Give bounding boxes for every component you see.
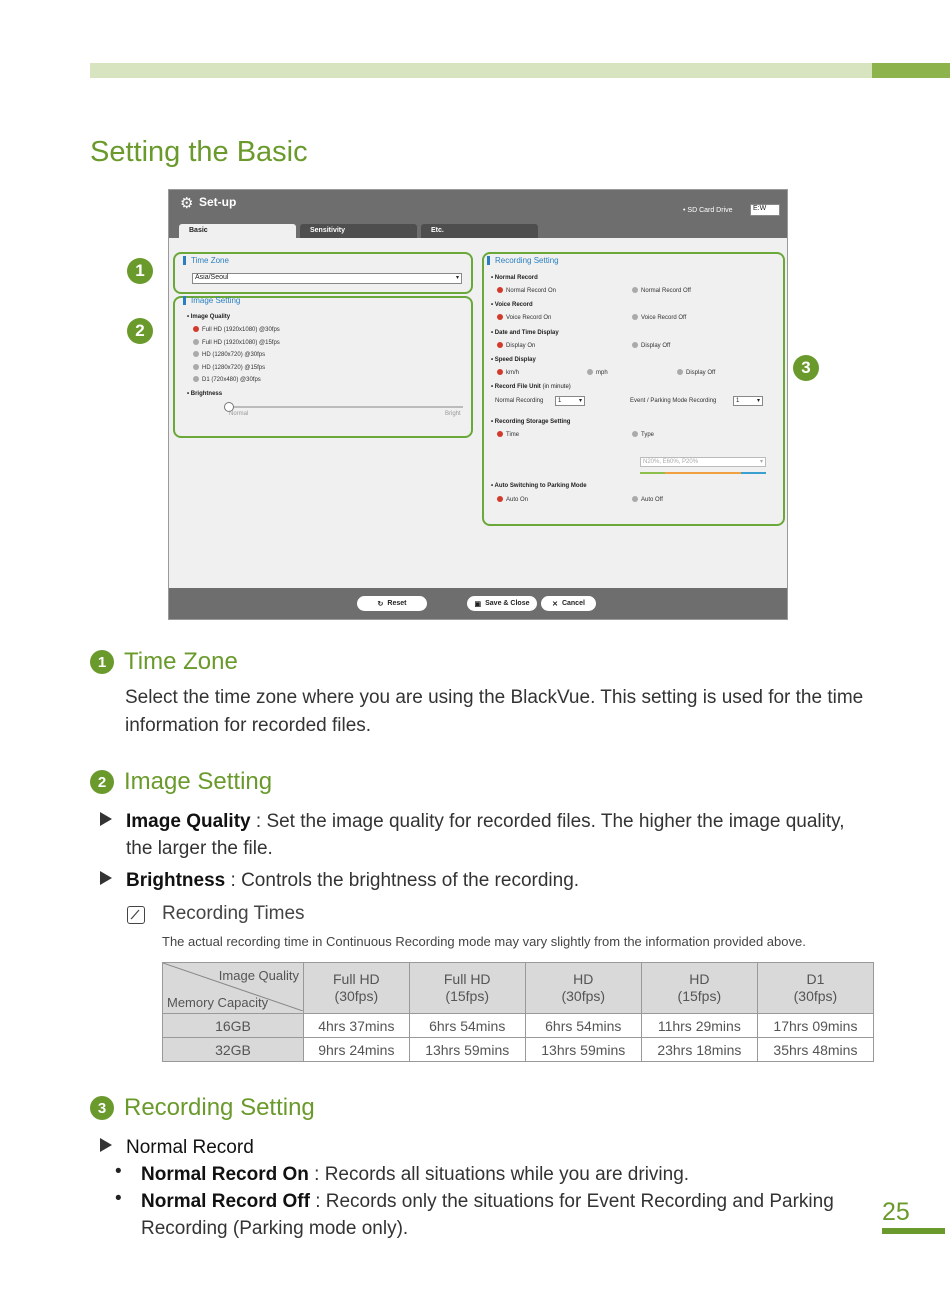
chevron-down-icon: ▾ [578, 398, 582, 404]
bullet-dot-icon: • [115, 1188, 122, 1209]
bullet-dot-icon: • [115, 1161, 122, 1182]
note-title: Recording Times [162, 903, 305, 924]
tab-basic[interactable]: Basic [179, 224, 296, 238]
auto-switch-label: • Auto Switching to Parking Mode [491, 483, 587, 489]
table-cell: 11hrs 29mins [641, 1014, 757, 1038]
auto-off-radio[interactable]: Auto Off [632, 496, 663, 503]
radio-icon [677, 369, 683, 375]
table-cell: 13hrs 59mins [525, 1038, 641, 1062]
note-icon [127, 906, 145, 924]
speed-display-label: • Speed Display [491, 357, 536, 363]
callout-3: 3 [793, 355, 819, 381]
display-off-radio[interactable]: Display Off [632, 342, 670, 349]
normal-record-on-item: Normal Record On : Records all situations while you are driving. [141, 1164, 690, 1185]
window-header [169, 190, 787, 238]
time-zone-label: Time Zone [183, 256, 229, 265]
normal-record-off-radio[interactable]: Normal Record Off [632, 287, 691, 294]
sd-card-select[interactable]: E:W [750, 204, 780, 216]
radio-icon [193, 339, 199, 345]
radio-icon [193, 351, 199, 357]
callout-2: 2 [127, 318, 153, 344]
table-header: Full HD (30fps) [304, 963, 410, 1014]
note-text: The actual recording time in Continuous Recording mode may vary slightly from the information provided above. [162, 934, 806, 949]
table-header: HD (15fps) [641, 963, 757, 1014]
date-time-label: • Date and Time Display [491, 330, 559, 336]
table-cell: 23hrs 18mins [641, 1038, 757, 1062]
table-header: D1 (30fps) [757, 963, 873, 1014]
table-row [163, 1038, 874, 1062]
table-header: HD (30fps) [525, 963, 641, 1014]
chevron-down-icon: ▾ [756, 398, 760, 404]
section-image-setting-heading: 2 Image Setting [90, 768, 272, 796]
cancel-button[interactable]: ✕ Cancel [541, 596, 596, 611]
quality-option-3[interactable]: HD (1280x720) @30fps [193, 351, 265, 358]
brightness-item: Brightness : Controls the brightness of the recording. [100, 867, 870, 894]
window-title: Set-up [199, 195, 237, 209]
radio-selected-icon [497, 314, 503, 320]
normal-record-label: • Normal Record [491, 275, 538, 281]
setup-window-screenshot [168, 189, 788, 620]
radio-selected-icon [497, 369, 503, 375]
radio-icon [632, 431, 638, 437]
voice-record-on-radio[interactable]: Voice Record On [497, 314, 551, 321]
page-number-underline [882, 1228, 945, 1234]
table-cell: 35hrs 48mins [757, 1038, 873, 1062]
radio-icon [587, 369, 593, 375]
chevron-down-icon: ▾ [455, 275, 459, 281]
brightness-min-label: Normal [229, 411, 249, 417]
callout-1: 1 [127, 258, 153, 284]
normal-record-on-radio[interactable]: Normal Record On [497, 287, 556, 294]
table-cell: 9hrs 24mins [304, 1038, 410, 1062]
capacity-cell: 16GB [163, 1014, 304, 1038]
storage-label: • Recording Storage Setting [491, 419, 571, 425]
radio-icon [632, 342, 638, 348]
table-cell: 6hrs 54mins [409, 1014, 525, 1038]
radio-icon [193, 364, 199, 370]
time-radio[interactable]: Time [497, 431, 519, 438]
type-ratio-select[interactable]: N20%, E60%, P20% ▾ [640, 457, 766, 467]
corner-top-label: Image Quality [218, 968, 299, 983]
triangle-bullet-icon [100, 1138, 112, 1152]
section-recording-setting-heading: 3 Recording Setting [90, 1094, 315, 1122]
type-radio[interactable]: Type [632, 431, 654, 438]
quality-option-4[interactable]: HD (1280x720) @15fps [193, 364, 265, 371]
capacity-cell: 32GB [163, 1038, 304, 1062]
radio-selected-icon [497, 287, 503, 293]
voice-record-off-radio[interactable]: Voice Record Off [632, 314, 686, 321]
radio-selected-icon [193, 326, 199, 332]
table-cell: 4hrs 37mins [304, 1014, 410, 1038]
tab-etc[interactable]: Etc. [421, 224, 538, 238]
tab-sensitivity[interactable]: Sensitivity [300, 224, 417, 238]
auto-on-radio[interactable]: Auto On [497, 496, 528, 503]
normal-record-off-item: Normal Record Off : Records only the situations for Event Recording and Parking Recording (Parking mode only). [141, 1191, 834, 1239]
section-number: 1 [90, 650, 114, 674]
table-cell: 17hrs 09mins [757, 1014, 873, 1038]
radio-selected-icon [497, 342, 503, 348]
normal-record-item: Normal Record [100, 1134, 870, 1161]
section-number: 3 [90, 1096, 114, 1120]
radio-icon [632, 287, 638, 293]
sd-card-label: • SD Card Drive [683, 207, 733, 214]
table-row [163, 1014, 874, 1038]
kmh-radio[interactable]: km/h [497, 369, 519, 376]
time-zone-description: Select the time zone where you are using the BlackVue. This setting is used for the time information for recorded files. [125, 687, 864, 736]
quality-option-5[interactable]: D1 (720x480) @30fps [193, 376, 261, 383]
normal-recording-select[interactable]: 1 ▾ [555, 396, 585, 406]
voice-record-label: • Voice Record [491, 302, 533, 308]
table-header-row [163, 963, 874, 1014]
close-icon: ✕ [552, 600, 558, 608]
image-setting-label: Image Setting [183, 296, 240, 305]
radio-icon [193, 376, 199, 382]
corner-bottom-label: Memory Capacity [167, 995, 269, 1010]
radio-icon [632, 314, 638, 320]
table-cell: 13hrs 59mins [409, 1038, 525, 1062]
brightness-slider-track[interactable] [227, 406, 463, 408]
image-quality-item: Image Quality : Set the image quality for recorded files. The higher the image quality, the larger the file. [100, 808, 870, 862]
chevron-down-icon: ▾ [759, 459, 763, 465]
recording-setting-label: Recording Setting [487, 256, 559, 265]
refresh-icon: ↻ [377, 600, 384, 608]
radio-selected-icon [497, 431, 503, 437]
window-footer [169, 588, 787, 619]
mph-radio[interactable]: mph [587, 369, 608, 376]
time-zone-value: Asia/Seoul [195, 274, 229, 281]
quality-option-2[interactable]: Full HD (1920x1080) @15fps [193, 339, 280, 346]
save-icon: ▣ [474, 600, 482, 608]
brightness-max-label: Bright [445, 411, 461, 417]
top-decor-accent [872, 63, 950, 78]
save-close-button[interactable]: ▣ Save & Close [467, 596, 537, 611]
triangle-bullet-icon [100, 871, 112, 885]
section-number: 2 [90, 770, 114, 794]
recording-times-table [162, 962, 874, 1062]
table-corner-cell [163, 963, 304, 1014]
display-on-radio[interactable]: Display On [497, 342, 535, 349]
radio-selected-icon [497, 496, 503, 502]
time-zone-select[interactable] [192, 273, 462, 284]
table-cell: 6hrs 54mins [525, 1014, 641, 1038]
page-number: 25 [882, 1198, 910, 1226]
page-title: Setting the Basic [90, 136, 308, 168]
radio-icon [632, 496, 638, 502]
normal-recording-label: Normal Recording [495, 398, 544, 404]
event-parking-select[interactable]: 1 ▾ [733, 396, 763, 406]
image-quality-label: • Image Quality [187, 314, 231, 320]
reset-button[interactable]: ↻ Reset [357, 596, 427, 611]
section-time-zone-heading: 1 Time Zone [90, 648, 238, 676]
ratio-bar [640, 472, 766, 474]
table-header: Full HD (15fps) [409, 963, 525, 1014]
brightness-label: • Brightness [187, 391, 223, 397]
triangle-bullet-icon [100, 812, 112, 826]
speed-off-radio[interactable]: Display Off [677, 369, 715, 376]
quality-option-1[interactable]: Full HD (1920x1080) @30fps [193, 326, 280, 333]
event-parking-label: Event / Parking Mode Recording [630, 398, 717, 404]
gear-icon: ⚙ [180, 195, 194, 212]
top-decor-bar [90, 63, 872, 78]
file-unit-label: • Record File Unit (in minute) [491, 384, 571, 390]
